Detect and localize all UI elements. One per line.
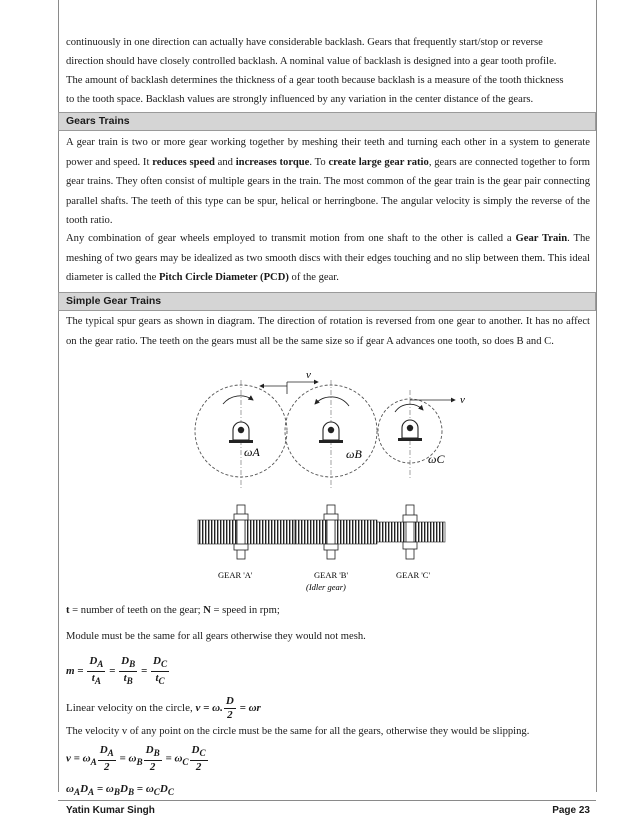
bearing-c [398,420,422,441]
omega-b-label: ωB [346,447,362,461]
idler-gear-label: (Idler gear) [306,582,346,592]
rotation-arrow-c [395,404,423,412]
footer-rule [58,800,596,801]
velocity-label: v [460,394,465,406]
module-statement: Module must be the same for all gears otherwise they would not mesh. [66,631,366,642]
text-line: continuously in one direction can actually have considerable backlash. Gears that frequently start/stop or reverse [66,37,543,48]
gear-train-diagram [190,360,470,600]
gear-train-definition-paragraph: Any combination of gear wheels employed to transmit motion from one shaft to the other is called a Gear Train. The meshing of two gears may be idealized as two smooth discs with their edges touching and no slip between them. This ideal diameter is called the Pitch Circle Diameter (PCD) of the gear. [66,233,591,283]
section-heading-gears-trains: Gears Trains [58,112,596,131]
angular-diameter-equation: $\omega_AD_A = \omega_BD_B = \omega_CD_C$ [66,783,174,798]
right-margin-line [596,0,597,792]
text-line: direction should have closely controlled backlash. A nominal value of backlash is designed into a gear tooth profile. [66,56,557,67]
velocity-statement: The velocity v of any point on the circle must be the same for all the gears, otherwise they would be slipping. [66,726,530,737]
section-heading-simple-gear-trains: Simple Gear Trains [58,292,596,311]
rotation-arrow-b [315,397,349,406]
linear-velocity-equation: Linear velocity on the circle, v = ω. $\frac{D}{2}$ = ωr [66,695,261,721]
velocity-label: v [306,369,311,381]
gear-train-paragraph: A gear train is two or more gear working together by meshing their teeth and turning each other in a system to generate power and speed. It reduces speed and increases torque. To create large gear ratio, gears are connected together to form gear trains. They often consist of multiple gears in the train. The most common of the gear train is the gear pair connecting parallel shafts. The teeth of this type can be spur, helical or herringbone. The angular velocity is simply the reverse of the tooth ratio. [66,137,591,226]
text-line: to the tooth space. Backlash values are strongly influenced by any variation in the center distance of the gears. [66,94,534,105]
gear-c-label: GEAR 'C' [396,570,430,580]
simple-gear-paragraph: The typical spur gears as shown in diagram. The direction of rotation is reversed from one gear to another. It has no affect on the gear ratio. The teeth on the gears must all be the same size so if gear A advances one tooth, so does B and C. [66,316,590,347]
symbol-definitions: t = number of teeth on the gear; N = speed in rpm; [66,605,280,616]
gear-b-label: GEAR 'B' [314,570,348,580]
gear-a-label: GEAR 'A' [218,570,253,580]
velocity-equality-equation: $v = \omega_A$ $\frac{D_A}{2}$ = $\omega_B$ $\frac{D_B}{2}$ = $\omega_C$ $\frac{D_C}{2}$ [66,744,206,774]
text-line: The amount of backlash determines the thickness of a gear tooth because backlash is a measure of the tooth thickness [66,75,564,86]
gear-side-view [198,505,445,559]
omega-c-label: ωC [428,452,445,466]
bearing-b [319,422,343,443]
footer-author: Yatin Kumar Singh [66,805,155,816]
footer-page-number: Page 23 [552,805,590,816]
bearing-a [229,422,253,443]
omega-a-label: ωA [244,445,260,459]
module-equation: m = $\frac{D_A}{t_A}$ = $\frac{D_B}{t_B}$ = $\frac{D_C}{t_C}$ [66,655,168,687]
rotation-arrow-a [223,396,253,404]
